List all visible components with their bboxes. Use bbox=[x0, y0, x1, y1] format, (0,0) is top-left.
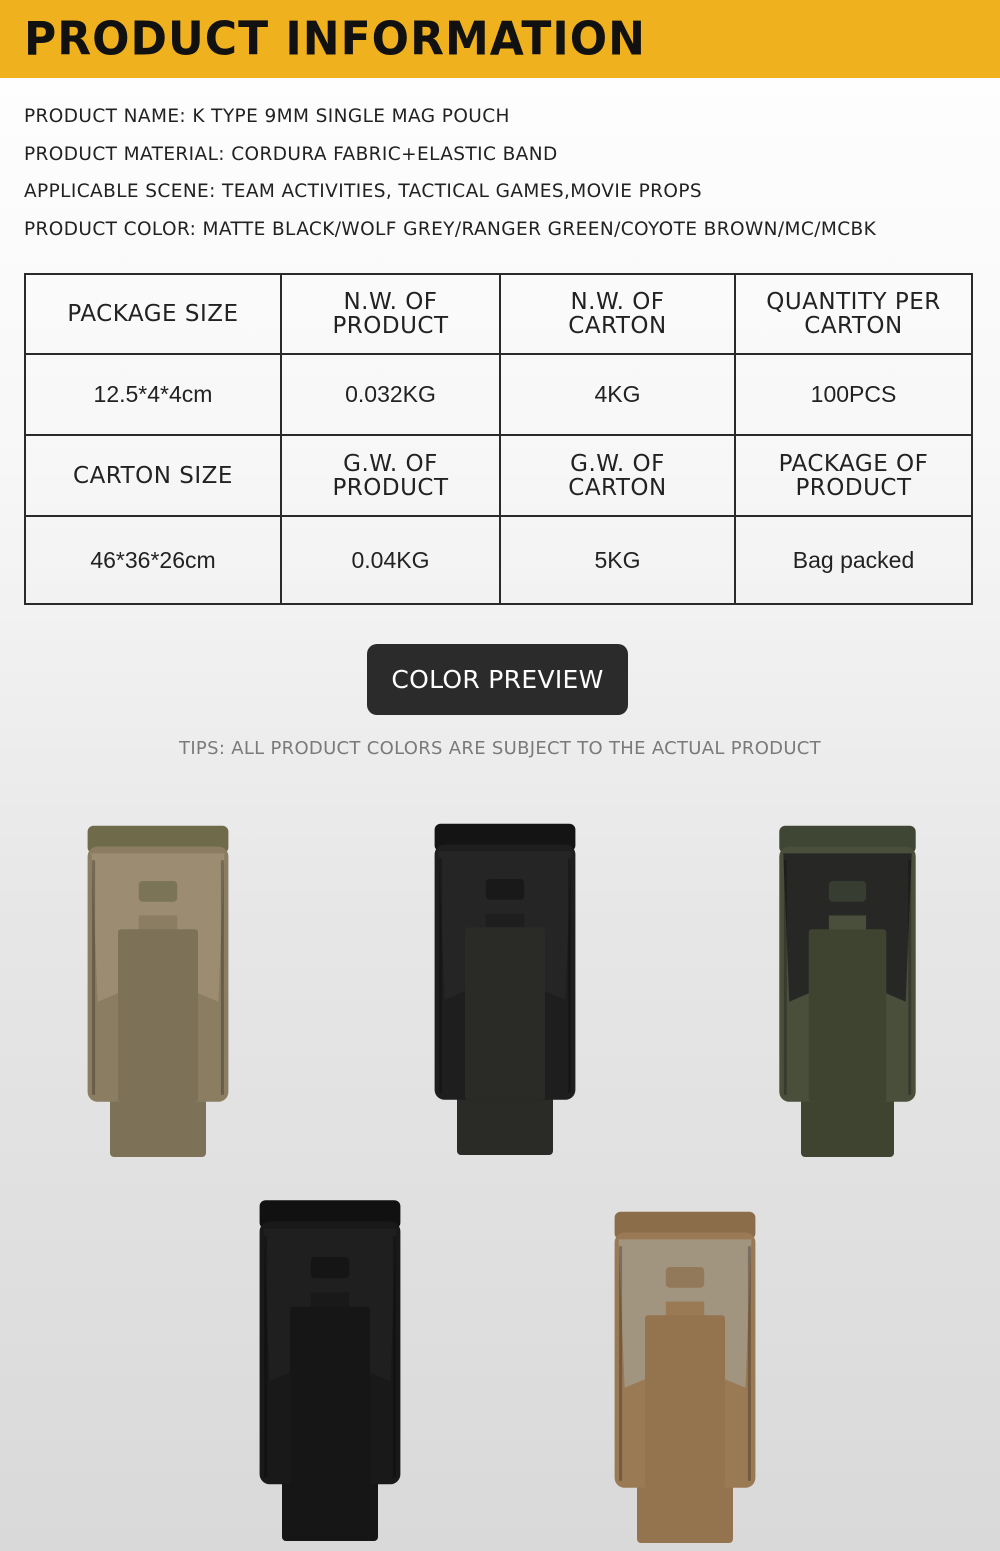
ranger-green-pouch-image bbox=[770, 812, 925, 1157]
pouch-illustration bbox=[605, 1198, 765, 1543]
header-package-size: PACKAGE SIZE bbox=[25, 274, 281, 354]
table-row bbox=[25, 516, 972, 604]
table-row bbox=[25, 435, 972, 516]
product-info bbox=[24, 104, 984, 254]
header-gw-carton: G.W. OF CARTON bbox=[500, 435, 735, 516]
black-pouch-image bbox=[425, 810, 585, 1155]
tips-text: TIPS: ALL PRODUCT COLORS ARE SUBJECT TO THE ACTUAL PRODUCT bbox=[179, 738, 821, 759]
pouch-illustration bbox=[250, 1186, 410, 1541]
value-carton-size: 46*36*26cm bbox=[25, 516, 281, 604]
pouch-illustration bbox=[78, 812, 238, 1157]
multicam-pouch-image bbox=[78, 812, 238, 1157]
header-nw-carton: N.W. OF CARTON bbox=[500, 274, 735, 354]
product-color: PRODUCT COLOR: MATTE BLACK/WOLF GREY/RANGER GREEN/COYOTE BROWN/MC/MCBK bbox=[24, 218, 877, 240]
header-banner bbox=[0, 0, 1000, 78]
value-nw-product: 0.032KG bbox=[281, 354, 500, 435]
page-title: PRODUCT INFORMATION bbox=[24, 12, 646, 67]
header-nw-product: N.W. OF PRODUCT bbox=[281, 274, 500, 354]
value-gw-carton: 5KG bbox=[500, 516, 735, 604]
color-preview-button[interactable]: COLOR PREVIEW bbox=[367, 644, 628, 715]
coyote-brown-pouch-image bbox=[605, 1198, 765, 1543]
table-row bbox=[25, 274, 972, 354]
header-package-product: PACKAGE OF PRODUCT bbox=[735, 435, 972, 516]
value-gw-product: 0.04KG bbox=[281, 516, 500, 604]
value-package-size: 12.5*4*4cm bbox=[25, 354, 281, 435]
header-qty-carton: QUANTITY PER CARTON bbox=[735, 274, 972, 354]
pouch-illustration bbox=[425, 810, 585, 1155]
pouch-illustration bbox=[770, 812, 925, 1157]
value-package-product: Bag packed bbox=[735, 516, 972, 604]
value-qty-carton: 100PCS bbox=[735, 354, 972, 435]
matte-black-pouch-image bbox=[250, 1186, 410, 1541]
header-gw-product: G.W. OF PRODUCT bbox=[281, 435, 500, 516]
product-name: PRODUCT NAME: K TYPE 9MM SINGLE MAG POUCH bbox=[24, 106, 510, 127]
product-material: PRODUCT MATERIAL: CORDURA FABRIC+ELASTIC BAND bbox=[24, 143, 558, 165]
table-row bbox=[25, 354, 972, 435]
header-carton-size: CARTON SIZE bbox=[25, 435, 281, 516]
applicable-scene: APPLICABLE SCENE: TEAM ACTIVITIES, TACTICAL GAMES,MOVIE PROPS bbox=[24, 181, 703, 202]
spec-table bbox=[24, 273, 973, 605]
value-nw-carton: 4KG bbox=[500, 354, 735, 435]
